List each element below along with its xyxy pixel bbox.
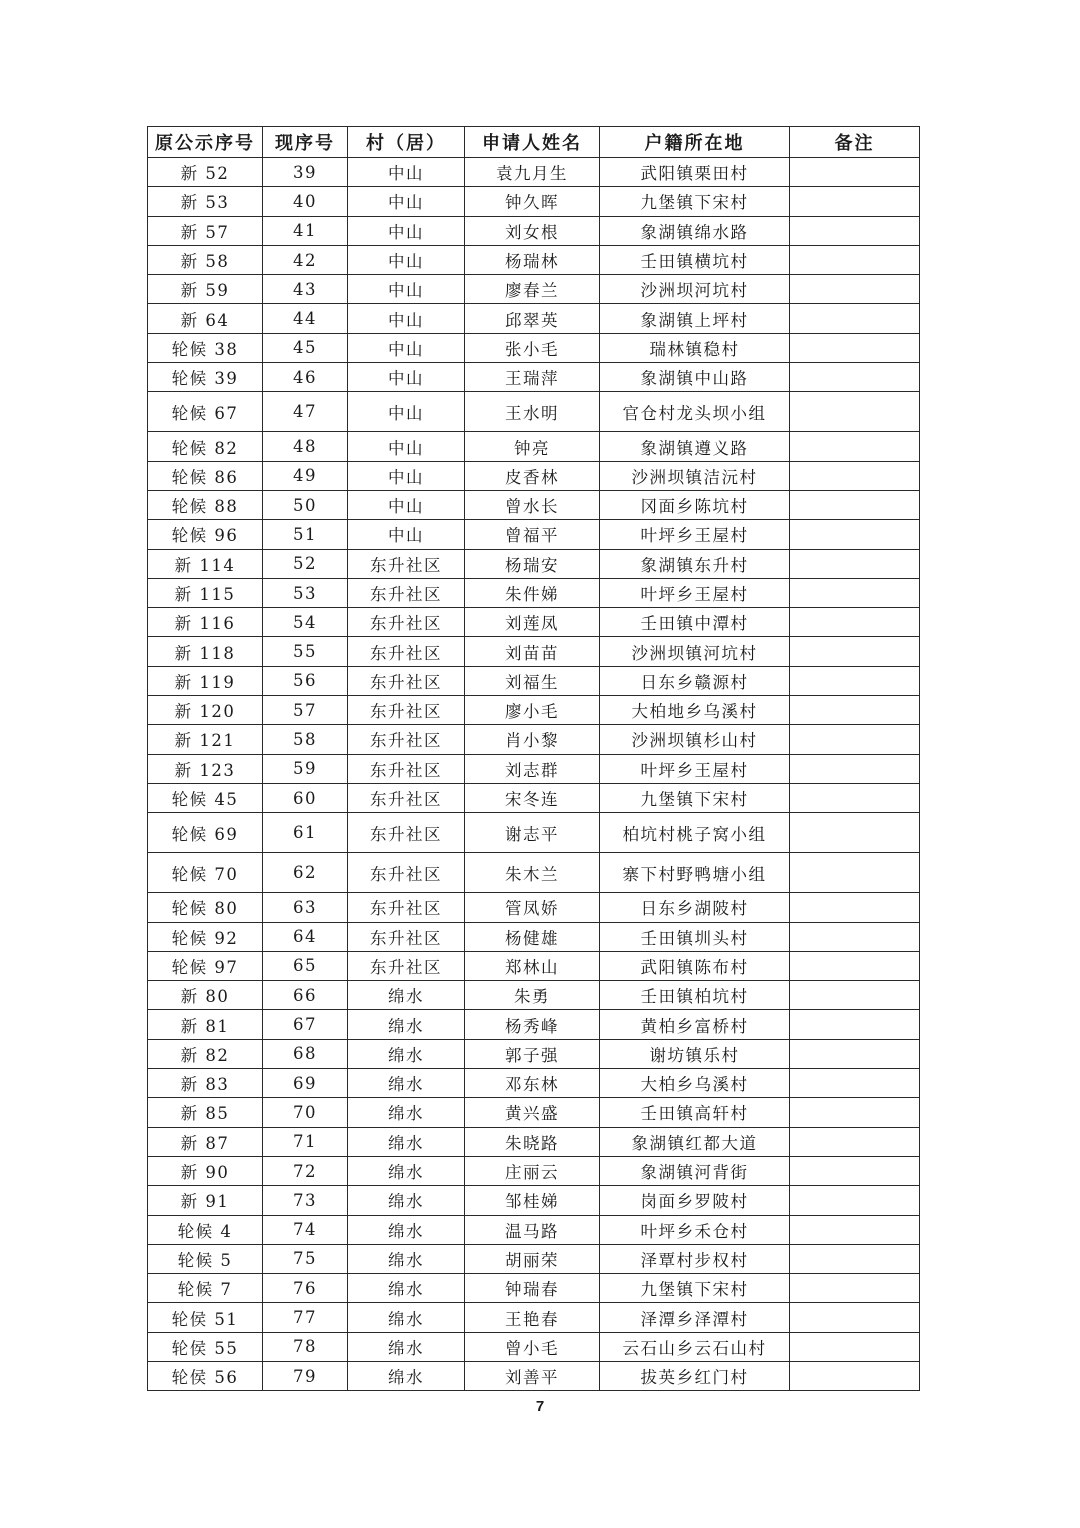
cell-original-number: 轮候 97 [148, 951, 263, 980]
cell-household-registration: 叶坪乡禾仓村 [600, 1215, 790, 1244]
cell-applicant-name: 管凤娇 [465, 893, 600, 922]
cell-applicant-name: 邓东林 [465, 1069, 600, 1098]
cell-remarks [790, 1274, 920, 1303]
cell-applicant-name: 钟瑞春 [465, 1274, 600, 1303]
cell-household-registration: 武阳镇陈布村 [600, 951, 790, 980]
cell-household-registration: 日东乡赣源村 [600, 666, 790, 695]
cell-village: 绵水 [348, 1215, 465, 1244]
table-row [148, 304, 920, 333]
cell-village: 东升社区 [348, 813, 465, 853]
cell-household-registration: 九堡镇下宋村 [600, 187, 790, 216]
table-row [148, 1303, 920, 1332]
cell-village: 中山 [348, 392, 465, 432]
cell-village: 东升社区 [348, 666, 465, 695]
table-row [148, 922, 920, 951]
cell-household-registration: 象湖镇绵水路 [600, 216, 790, 245]
cell-applicant-name: 邹桂娣 [465, 1186, 600, 1215]
cell-remarks [790, 981, 920, 1010]
cell-household-registration: 叶坪乡王屋村 [600, 754, 790, 783]
cell-household-registration: 沙洲坝河坑村 [600, 275, 790, 304]
cell-remarks [790, 333, 920, 362]
cell-remarks [790, 1039, 920, 1068]
cell-applicant-name: 廖春兰 [465, 275, 600, 304]
header-household-registration: 户籍所在地 [600, 127, 790, 158]
cell-household-registration: 日东乡湖陂村 [600, 893, 790, 922]
cell-household-registration: 谢坊镇乐村 [600, 1039, 790, 1068]
cell-village: 中山 [348, 304, 465, 333]
cell-applicant-name: 朱木兰 [465, 853, 600, 893]
cell-original-number: 新 121 [148, 725, 263, 754]
cell-current-number: 52 [263, 549, 348, 578]
table-row [148, 520, 920, 549]
cell-applicant-name: 袁九月生 [465, 158, 600, 187]
cell-original-number: 新 64 [148, 304, 263, 333]
cell-original-number: 新 58 [148, 245, 263, 274]
table-row [148, 1010, 920, 1039]
table-row [148, 1361, 920, 1390]
cell-remarks [790, 637, 920, 666]
cell-current-number: 64 [263, 922, 348, 951]
cell-original-number: 轮候 4 [148, 1215, 263, 1244]
header-current-number: 现序号 [263, 127, 348, 158]
cell-applicant-name: 曾福平 [465, 520, 600, 549]
cell-original-number: 新 85 [148, 1098, 263, 1127]
cell-applicant-name: 曾水长 [465, 490, 600, 519]
cell-original-number: 轮候 38 [148, 333, 263, 362]
cell-applicant-name: 皮香林 [465, 461, 600, 490]
cell-remarks [790, 853, 920, 893]
cell-current-number: 50 [263, 490, 348, 519]
cell-remarks [790, 1244, 920, 1273]
cell-remarks [790, 696, 920, 725]
cell-village: 绵水 [348, 1332, 465, 1361]
cell-current-number: 74 [263, 1215, 348, 1244]
table-row [148, 578, 920, 607]
cell-household-registration: 冈面乡陈坑村 [600, 490, 790, 519]
cell-village: 东升社区 [348, 951, 465, 980]
table-row [148, 1332, 920, 1361]
cell-current-number: 41 [263, 216, 348, 245]
cell-current-number: 54 [263, 608, 348, 637]
cell-remarks [790, 1215, 920, 1244]
cell-village: 绵水 [348, 1010, 465, 1039]
cell-applicant-name: 胡丽荣 [465, 1244, 600, 1273]
applicant-table [147, 126, 920, 1391]
cell-current-number: 49 [263, 461, 348, 490]
cell-original-number: 轮候 96 [148, 520, 263, 549]
cell-village: 绵水 [348, 1127, 465, 1156]
table-row [148, 216, 920, 245]
cell-original-number: 轮侯 55 [148, 1332, 263, 1361]
cell-household-registration: 泽潭乡泽潭村 [600, 1303, 790, 1332]
cell-household-registration: 壬田镇横坑村 [600, 245, 790, 274]
cell-applicant-name: 杨秀峰 [465, 1010, 600, 1039]
cell-current-number: 62 [263, 853, 348, 893]
cell-applicant-name: 郭子强 [465, 1039, 600, 1068]
cell-applicant-name: 廖小毛 [465, 696, 600, 725]
cell-remarks [790, 725, 920, 754]
table-row [148, 754, 920, 783]
cell-village: 东升社区 [348, 725, 465, 754]
cell-applicant-name: 杨瑞林 [465, 245, 600, 274]
table-header [148, 127, 920, 158]
cell-village: 东升社区 [348, 893, 465, 922]
cell-village: 绵水 [348, 1069, 465, 1098]
cell-original-number: 轮候 86 [148, 461, 263, 490]
cell-applicant-name: 邱翠英 [465, 304, 600, 333]
table-row [148, 696, 920, 725]
cell-remarks [790, 432, 920, 461]
cell-household-registration: 九堡镇下宋村 [600, 1274, 790, 1303]
cell-village: 绵水 [348, 1186, 465, 1215]
cell-original-number: 新 114 [148, 549, 263, 578]
cell-original-number: 轮候 88 [148, 490, 263, 519]
cell-original-number: 新 87 [148, 1127, 263, 1156]
cell-current-number: 61 [263, 813, 348, 853]
cell-village: 东升社区 [348, 922, 465, 951]
table-row [148, 853, 920, 893]
cell-current-number: 71 [263, 1127, 348, 1156]
table-row [148, 1274, 920, 1303]
cell-applicant-name: 曾小毛 [465, 1332, 600, 1361]
table-body [148, 158, 920, 1391]
cell-household-registration: 象湖镇上坪村 [600, 304, 790, 333]
cell-current-number: 43 [263, 275, 348, 304]
cell-village: 中山 [348, 432, 465, 461]
cell-remarks [790, 304, 920, 333]
cell-original-number: 轮候 45 [148, 783, 263, 812]
cell-household-registration: 泽覃村步权村 [600, 1244, 790, 1273]
cell-village: 绵水 [348, 981, 465, 1010]
cell-current-number: 39 [263, 158, 348, 187]
cell-remarks [790, 461, 920, 490]
cell-remarks [790, 666, 920, 695]
cell-applicant-name: 王水明 [465, 392, 600, 432]
cell-current-number: 45 [263, 333, 348, 362]
cell-applicant-name: 朱件娣 [465, 578, 600, 607]
cell-village: 绵水 [348, 1244, 465, 1273]
cell-village: 中山 [348, 275, 465, 304]
cell-household-registration: 壬田镇圳头村 [600, 922, 790, 951]
page-number: 7 [535, 1398, 545, 1415]
cell-original-number: 轮候 70 [148, 853, 263, 893]
cell-original-number: 新 82 [148, 1039, 263, 1068]
cell-remarks [790, 578, 920, 607]
cell-remarks [790, 1098, 920, 1127]
cell-applicant-name: 黄兴盛 [465, 1098, 600, 1127]
cell-current-number: 40 [263, 187, 348, 216]
cell-current-number: 67 [263, 1010, 348, 1039]
cell-current-number: 63 [263, 893, 348, 922]
cell-original-number: 轮候 92 [148, 922, 263, 951]
cell-household-registration: 壬田镇柏坑村 [600, 981, 790, 1010]
cell-remarks [790, 754, 920, 783]
cell-village: 中山 [348, 363, 465, 392]
cell-current-number: 73 [263, 1186, 348, 1215]
table-row [148, 608, 920, 637]
cell-household-registration: 沙洲坝镇洁沅村 [600, 461, 790, 490]
cell-applicant-name: 肖小黎 [465, 725, 600, 754]
cell-household-registration: 官仓村龙头坝小组 [600, 392, 790, 432]
cell-original-number: 新 119 [148, 666, 263, 695]
header-applicant-name: 申请人姓名 [465, 127, 600, 158]
cell-household-registration: 寨下村野鸭塘小组 [600, 853, 790, 893]
cell-applicant-name: 宋冬连 [465, 783, 600, 812]
cell-village: 中山 [348, 245, 465, 274]
cell-household-registration: 壬田镇高轩村 [600, 1098, 790, 1127]
table-row [148, 951, 920, 980]
cell-remarks [790, 1361, 920, 1390]
cell-applicant-name: 朱晓路 [465, 1127, 600, 1156]
cell-remarks [790, 813, 920, 853]
cell-household-registration: 沙洲坝镇杉山村 [600, 725, 790, 754]
cell-village: 东升社区 [348, 608, 465, 637]
cell-remarks [790, 392, 920, 432]
cell-village: 绵水 [348, 1274, 465, 1303]
cell-village: 东升社区 [348, 754, 465, 783]
table-row [148, 333, 920, 362]
cell-remarks [790, 1186, 920, 1215]
cell-village: 绵水 [348, 1303, 465, 1332]
cell-village: 绵水 [348, 1361, 465, 1390]
cell-current-number: 60 [263, 783, 348, 812]
cell-original-number: 新 80 [148, 981, 263, 1010]
cell-household-registration: 瑞林镇稳村 [600, 333, 790, 362]
cell-household-registration: 云石山乡云石山村 [600, 1332, 790, 1361]
cell-current-number: 76 [263, 1274, 348, 1303]
cell-remarks [790, 1127, 920, 1156]
cell-household-registration: 象湖镇红都大道 [600, 1127, 790, 1156]
table-row [148, 275, 920, 304]
cell-applicant-name: 庄丽云 [465, 1156, 600, 1185]
cell-original-number: 新 123 [148, 754, 263, 783]
cell-remarks [790, 187, 920, 216]
table-row [148, 245, 920, 274]
table-row [148, 1127, 920, 1156]
table-row [148, 1186, 920, 1215]
cell-original-number: 新 52 [148, 158, 263, 187]
cell-original-number: 轮候 7 [148, 1274, 263, 1303]
cell-remarks [790, 549, 920, 578]
table-row [148, 783, 920, 812]
cell-original-number: 轮侯 56 [148, 1361, 263, 1390]
cell-household-registration: 柏坑村桃子窝小组 [600, 813, 790, 853]
cell-applicant-name: 王艳春 [465, 1303, 600, 1332]
cell-current-number: 42 [263, 245, 348, 274]
cell-current-number: 70 [263, 1098, 348, 1127]
cell-applicant-name: 张小毛 [465, 333, 600, 362]
cell-current-number: 65 [263, 951, 348, 980]
cell-village: 中山 [348, 490, 465, 519]
cell-remarks [790, 363, 920, 392]
cell-household-registration: 岗面乡罗陂村 [600, 1186, 790, 1215]
cell-current-number: 55 [263, 637, 348, 666]
cell-current-number: 46 [263, 363, 348, 392]
table-row [148, 637, 920, 666]
table-row [148, 549, 920, 578]
cell-remarks [790, 245, 920, 274]
cell-current-number: 77 [263, 1303, 348, 1332]
table-row [148, 1156, 920, 1185]
cell-village: 中山 [348, 333, 465, 362]
table-row [148, 1069, 920, 1098]
cell-remarks [790, 520, 920, 549]
cell-remarks [790, 275, 920, 304]
table-row [148, 1039, 920, 1068]
cell-original-number: 轮侯 51 [148, 1303, 263, 1332]
cell-village: 东升社区 [348, 696, 465, 725]
cell-current-number: 44 [263, 304, 348, 333]
cell-applicant-name: 钟久晖 [465, 187, 600, 216]
table-row [148, 893, 920, 922]
cell-current-number: 53 [263, 578, 348, 607]
cell-household-registration: 壬田镇中潭村 [600, 608, 790, 637]
cell-remarks [790, 1156, 920, 1185]
cell-remarks [790, 922, 920, 951]
cell-village: 东升社区 [348, 578, 465, 607]
cell-current-number: 68 [263, 1039, 348, 1068]
cell-remarks [790, 1010, 920, 1039]
cell-applicant-name: 钟亮 [465, 432, 600, 461]
cell-remarks [790, 608, 920, 637]
cell-applicant-name: 刘女根 [465, 216, 600, 245]
cell-remarks [790, 1332, 920, 1361]
cell-remarks [790, 490, 920, 519]
cell-applicant-name: 刘善平 [465, 1361, 600, 1390]
cell-applicant-name: 刘志群 [465, 754, 600, 783]
table-row [148, 158, 920, 187]
table-row [148, 363, 920, 392]
cell-village: 中山 [348, 187, 465, 216]
table-row [148, 813, 920, 853]
cell-applicant-name: 刘莲凤 [465, 608, 600, 637]
cell-village: 东升社区 [348, 549, 465, 578]
table-row [148, 1244, 920, 1273]
cell-applicant-name: 温马路 [465, 1215, 600, 1244]
table-row [148, 1215, 920, 1244]
cell-applicant-name: 朱勇 [465, 981, 600, 1010]
cell-household-registration: 象湖镇东升村 [600, 549, 790, 578]
cell-current-number: 59 [263, 754, 348, 783]
cell-village: 绵水 [348, 1039, 465, 1068]
cell-household-registration: 象湖镇河背街 [600, 1156, 790, 1185]
cell-current-number: 51 [263, 520, 348, 549]
table-row [148, 461, 920, 490]
cell-original-number: 新 90 [148, 1156, 263, 1185]
cell-applicant-name: 谢志平 [465, 813, 600, 853]
cell-remarks [790, 158, 920, 187]
cell-current-number: 79 [263, 1361, 348, 1390]
cell-current-number: 48 [263, 432, 348, 461]
cell-original-number: 新 120 [148, 696, 263, 725]
cell-village: 东升社区 [348, 783, 465, 812]
cell-remarks [790, 1303, 920, 1332]
cell-original-number: 轮候 5 [148, 1244, 263, 1273]
table-row [148, 1098, 920, 1127]
cell-village: 绵水 [348, 1156, 465, 1185]
cell-original-number: 新 116 [148, 608, 263, 637]
cell-original-number: 轮候 80 [148, 893, 263, 922]
table-row [148, 490, 920, 519]
cell-original-number: 轮候 67 [148, 392, 263, 432]
table-row [148, 392, 920, 432]
cell-original-number: 新 53 [148, 187, 263, 216]
cell-household-registration: 象湖镇中山路 [600, 363, 790, 392]
cell-original-number: 新 115 [148, 578, 263, 607]
cell-household-registration: 象湖镇遵义路 [600, 432, 790, 461]
cell-household-registration: 大柏乡乌溪村 [600, 1069, 790, 1098]
cell-remarks [790, 951, 920, 980]
cell-current-number: 47 [263, 392, 348, 432]
cell-village: 中山 [348, 461, 465, 490]
cell-remarks [790, 893, 920, 922]
cell-household-registration: 叶坪乡王屋村 [600, 520, 790, 549]
table-row [148, 981, 920, 1010]
cell-original-number: 新 81 [148, 1010, 263, 1039]
header-original-number: 原公示序号 [148, 127, 263, 158]
cell-village: 中山 [348, 216, 465, 245]
cell-household-registration: 大柏地乡乌溪村 [600, 696, 790, 725]
cell-current-number: 56 [263, 666, 348, 695]
cell-applicant-name: 刘苗苗 [465, 637, 600, 666]
cell-current-number: 75 [263, 1244, 348, 1273]
header-row [148, 127, 920, 158]
header-village: 村（居） [348, 127, 465, 158]
cell-original-number: 轮候 69 [148, 813, 263, 853]
cell-household-registration: 武阳镇栗田村 [600, 158, 790, 187]
cell-village: 绵水 [348, 1098, 465, 1127]
cell-applicant-name: 刘福生 [465, 666, 600, 695]
cell-remarks [790, 216, 920, 245]
cell-household-registration: 沙洲坝镇河坑村 [600, 637, 790, 666]
cell-original-number: 新 83 [148, 1069, 263, 1098]
cell-original-number: 新 59 [148, 275, 263, 304]
cell-applicant-name: 杨健雄 [465, 922, 600, 951]
cell-current-number: 69 [263, 1069, 348, 1098]
header-remarks: 备注 [790, 127, 920, 158]
cell-remarks [790, 783, 920, 812]
cell-original-number: 新 57 [148, 216, 263, 245]
table-row [148, 432, 920, 461]
cell-village: 东升社区 [348, 853, 465, 893]
cell-current-number: 78 [263, 1332, 348, 1361]
cell-current-number: 66 [263, 981, 348, 1010]
cell-remarks [790, 1069, 920, 1098]
cell-village: 东升社区 [348, 637, 465, 666]
cell-household-registration: 拔英乡红门村 [600, 1361, 790, 1390]
cell-current-number: 72 [263, 1156, 348, 1185]
cell-original-number: 新 118 [148, 637, 263, 666]
cell-household-registration: 九堡镇下宋村 [600, 783, 790, 812]
cell-village: 中山 [348, 158, 465, 187]
cell-applicant-name: 郑林山 [465, 951, 600, 980]
cell-household-registration: 叶坪乡王屋村 [600, 578, 790, 607]
table-row [148, 666, 920, 695]
cell-village: 中山 [348, 520, 465, 549]
cell-applicant-name: 杨瑞安 [465, 549, 600, 578]
cell-household-registration: 黄柏乡富桥村 [600, 1010, 790, 1039]
cell-applicant-name: 王瑞萍 [465, 363, 600, 392]
cell-original-number: 新 91 [148, 1186, 263, 1215]
cell-current-number: 58 [263, 725, 348, 754]
cell-original-number: 轮候 39 [148, 363, 263, 392]
table-row [148, 725, 920, 754]
table-row [148, 187, 920, 216]
cell-original-number: 轮候 82 [148, 432, 263, 461]
cell-current-number: 57 [263, 696, 348, 725]
